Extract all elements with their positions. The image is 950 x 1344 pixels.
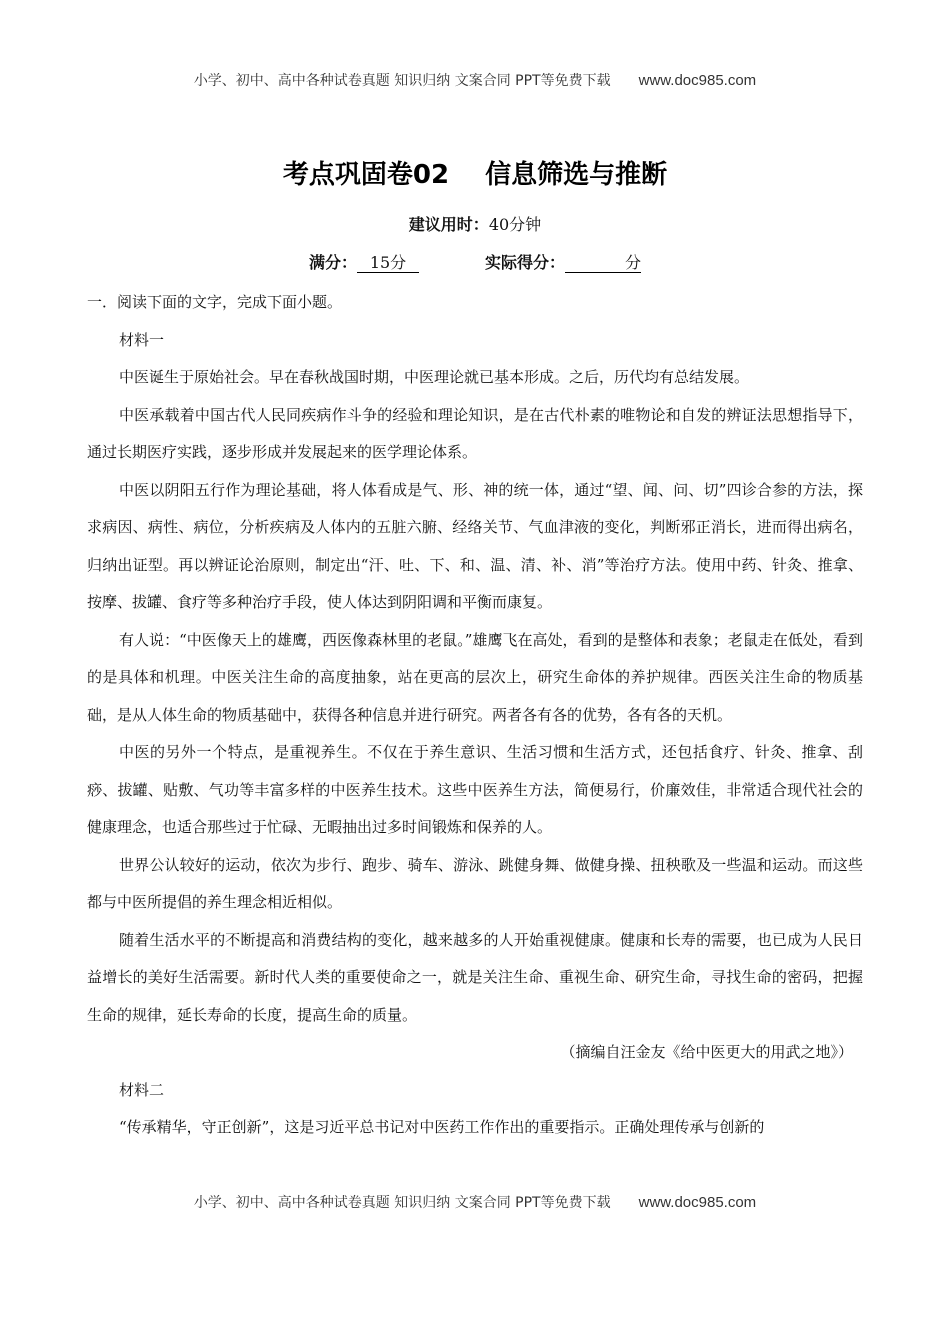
suggested-time [0, 212, 950, 235]
material1-paragraph: 有人说：“中医像天上的雄鹰，西医像森林里的老鼠。”雄鹰飞在高处，看到的是整体和表象；老鼠走在低处，看到的是具体和机理。中医关注生命的高度抽象，站在更高的层次上，研究生命体的养护规律。西医关注生命的物质基础，是从人体生命的物质基础中，获得各种信息并进行研究。两者各有各的优势，各有各的天机。 [87, 630, 863, 724]
passage [87, 284, 863, 1147]
material1-paragraph: 中医诞生于原始社会。早在春秋战国时期，中医理论就已基本形成。之后，历代均有总结发展。 [119, 368, 750, 386]
time-label: 建议用时： [408, 215, 489, 234]
title-part2: 信息筛选与推断 [485, 160, 668, 190]
full-score-label: 满分： [308, 253, 357, 272]
page-header [0, 70, 950, 90]
time-value: 40分钟 [488, 215, 542, 234]
page-title [0, 154, 950, 191]
full-score-value: 15分 [357, 254, 419, 273]
material1-paragraph: 中医以阴阳五行作为理论基础，将人体看成是气、形、神的统一体，通过“望、闻、问、切”四诊合参的方法，探求病因、病性、病位，分析疾病及人体内的五脏六腑、经络关节、气血津液的变化，判断邪正消长，进而得出病名，归纳出证型。再以辨证论治原则，制定出“汗、吐、下、和、温、清、补、消”等治疗方法。使用中药、针灸、推拿、按摩、拔罐、食疗等多种治疗手段，使人体达到阴阳调和平衡而康复。 [87, 480, 863, 611]
actual-score-label: 实际得分： [485, 253, 566, 272]
header-url-link[interactable]: www.doc985.com [638, 72, 757, 89]
title-part1: 考点巩固卷02 [282, 160, 450, 190]
header-text: 小学、初中、高中各种试卷真题 知识归纳 文案合同 PPT等免费下载 [193, 73, 611, 89]
material1-paragraph: 世界公认较好的运动，依次为步行、跑步、骑车、游泳、跳健身舞、做健身操、扭秧歌及一些温和运动。而这些都与中医所提倡的养生理念相近相似。 [87, 855, 863, 911]
material1-label: 材料一 [119, 330, 165, 349]
material1-paragraph: 随着生活水平的不断提高和消费结构的变化，越来越多的人开始重视健康。健康和长寿的需要，也已成为人民日益增长的美好生活需要。新时代人类的重要使命之一，就是关注生命、重视生命、研究生命，寻找生命的密码，把握生命的规律，延长寿命的长度，提高生命的质量。 [87, 930, 863, 1024]
material2-paragraph: “传承精华，守正创新”，这是习近平总书记对中医药工作作出的重要指示。正确处理传承与创新的 [119, 1118, 765, 1136]
score-line [0, 250, 950, 273]
material1-paragraph: 中医的另外一个特点，是重视养生。不仅在于养生意识、生活习惯和生活方式，还包括食疗、针灸、推拿、刮痧、拔罐、贴敷、气功等丰富多样的中医养生技术。这些中医养生方法，简便易行，价廉效佳，非常适合现代社会的健康理念，也适合那些过于忙碌、无暇抽出过多时间锻炼和保养的人。 [87, 743, 863, 836]
material1-source: （摘编自汪金友《给中医更大的用武之地》） [560, 1043, 853, 1061]
question-instruction: 一．阅读下面的文字，完成下面小题。 [87, 293, 343, 311]
actual-score-blank[interactable]: 分 [565, 254, 641, 273]
footer-url-link[interactable]: www.doc985.com [638, 1194, 757, 1211]
footer-text: 小学、初中、高中各种试卷真题 知识归纳 文案合同 PPT等免费下载 [193, 1195, 611, 1211]
material1-paragraph: 中医承载着中国古代人民同疾病作斗争的经验和理论知识，是在古代朴素的唯物论和自发的辨证法思想指导下，通过长期医疗实践，逐步形成并发展起来的医学理论体系。 [87, 405, 863, 461]
material2-label: 材料二 [119, 1080, 165, 1099]
page-footer [0, 1192, 950, 1212]
